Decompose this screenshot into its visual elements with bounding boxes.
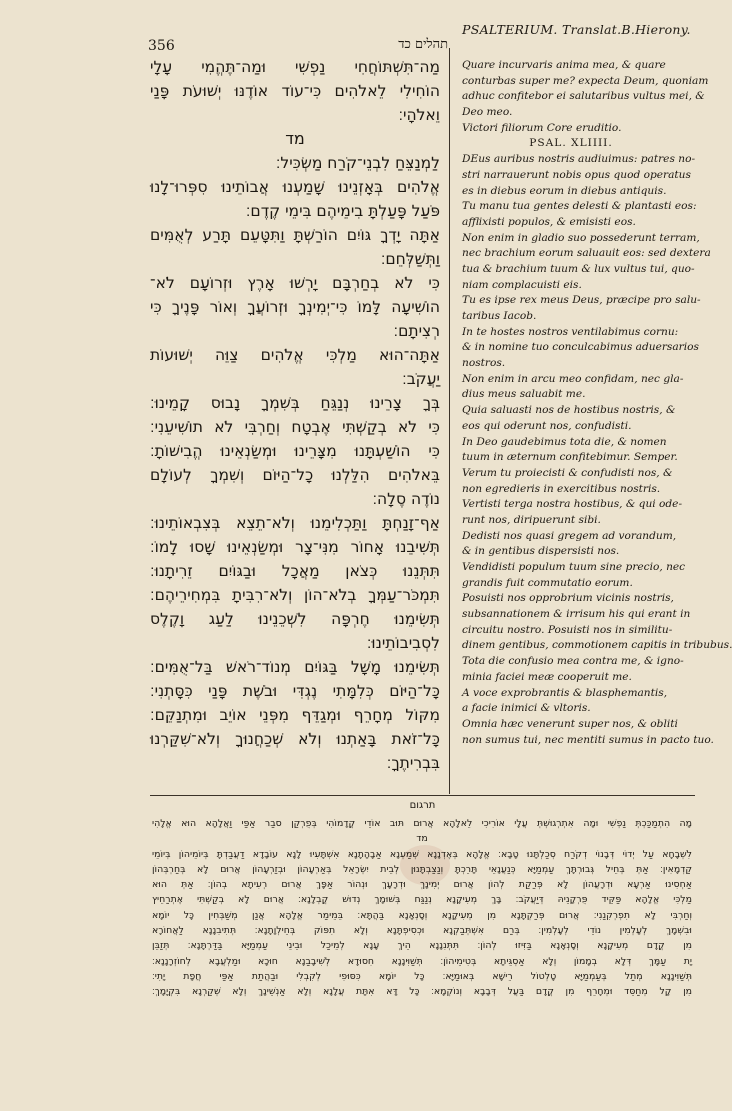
latin-line: non sumus tui, nec mentiti sumus in pacto tuo. [462, 733, 714, 746]
targum-block [152, 816, 692, 1000]
hebrew-line: מִקּוֹל מְחָרֵף וּמְגַדֵּף מִפְּנֵי אוֹיֵב וּמִתְנַקֵּם׃ [150, 706, 440, 724]
targum-line: וּבִשְׁמָךְ לְעָלְמִין נוֹדֵי לְעָלְמִין׃ בְּרַם אִשְׁתְּבַקְנָא וּכְסִיפְתָּנָא וְלָא תִפּוֹק בְּחֵילְוָתָנָא׃ תְּתִיבִנָנָא לַאֲחוֹרָא [152, 925, 692, 937]
targum-line: תְּשַׁוִּינָנָא מְתַל בְּעַמְמַיָּא טָלְטוֹל רֵישָׁא בְּאוּמַיָּא׃ כָּל יוֹמָא כִּסּוּפִי לְקִבְלִי וּבַהֲתַת אַפַּי חֲפָת יָתִי׃ [152, 970, 692, 982]
targum-line: מִן קֳדָם מְעִיקָנָא וְסָנְאָנָא בַּזִּיזוּ לְהוֹן׃ תִּתְּנִנָנָא הֵיךְ עָנָא לְמֵיכַל וּבֵינֵי עַמְמַיָּא בַּדַּרְתָּנָא׃ תְּזַבֵּן [152, 940, 692, 952]
latin-line: Quare incurvaris anima mea, & quare [462, 59, 666, 71]
latin-line: conturbas super me? expecta Deum, quoniam [462, 74, 709, 87]
latin-line: grandis fuit commutatio eorum. [462, 576, 633, 589]
latin-line: & in nomine tuo conculcabimus aduersarios [462, 341, 699, 354]
latin-line: adhuc confitebor ei salutaribus vultus mei, & [462, 90, 705, 103]
latin-line: Non enim in arcu meo confidam, nec gla- [462, 372, 684, 385]
latin-line: In te hostes nostros ventilabimus cornu: [462, 325, 679, 338]
hebrew-line: בְּךָ צָרֵינוּ נְנַגֵּחַ בְּשִׁמְךָ נָבוּס קָמֵינוּ׃ [150, 394, 440, 412]
latin-line: nostros. [462, 357, 506, 370]
latin-line: dinem gentibus, commotionem capitis in tribubus. [462, 639, 732, 652]
targum-divider [150, 795, 695, 796]
targum-line: מָה הִתְמַכַּכְתְּ נַפְשִׁי וּמָה אִתְרְגוּשְׁתְּ עֲלָי אוֹרִיכִי לֵאלָהָא אֲרוּם תּוּב אוֹדֵי קֳדָמוֹהִי בְּפֻרְקַן סבַר אַפַּי וַאֲלָהָא הוּא אֱלָהִי [152, 818, 692, 829]
hebrew-line: וַתְּשַׁלְּחֵם׃ [380, 250, 440, 268]
latin-line: tua & brachium tuum & lux vultus tui, quo- [462, 262, 695, 275]
hebrew-line: רְצִיתָם׃ [393, 322, 440, 340]
latin-line: runt nos, diripuerunt sibi. [462, 513, 601, 526]
latin-line: taribus Iacob. [462, 310, 537, 322]
latin-line: DEus auribus nostris audiuimus: patres no- [462, 153, 696, 166]
latin-line: afflixisti populos, & emisisti eos. [462, 215, 636, 228]
targum-line: מִן קָל מְחַסֵּד וּמְחָרֵף מִן קֳדָם בַּעֲל דְּבָבָא וְנוֹקְמָא׃ כָּל דָּא אִתָּת עֲלָנָא וְלָא אַנְשֵׁינָךְ וְלָא שְׁקַרְנָא בִּקְיָמָךְ׃ [152, 986, 692, 998]
latin-line: Tota die confusio mea contra me, & igno- [462, 655, 684, 668]
latin-line: circuitu nostro. Posuisti nos in similitu- [462, 623, 673, 636]
latin-line: Dedisti nos quasi gregem ad vorandum, [462, 529, 677, 542]
hebrew-line: כָּל־הַיּוֹם כְּלִמָּתִי נֶגְדִּי וּבֹשֶׁת פָּנַי כִּסָּתְנִי׃ [150, 682, 440, 700]
hebrew-line: בִּבְרִיתֶךָ׃ [386, 754, 440, 772]
hebrew-line: וֵאלֹהָי׃ [398, 106, 440, 124]
targum-line: קַדְמָאִין׃ אַתְּ בְּחֵיל גְּבוּרְתָּךְ עַמְמַיָּא כְּנַעֲנָאֵי תָּרֵכְתָּ וְנַצַבְתָּנוּן לְבֵית יִשְׂרָאֵל בְּאַרְעָהוֹן וּבְזַרְעָהוֹן אֲרוּם לָא בְּחַרְבְּהוֹן [152, 863, 692, 875]
targum-line: מַלְכִּי אֱלָהָא פַּקֵּיד פֻּרְקָנֵיהּ דְּיַעֲקֹב׃ בָּךְ מְעִיקָנָא נְנַגַּח בְּשׁוּמָךְ נְדוּשׁ קֳבְלָנָא׃ אֲרוּם לָא בְקַשְׁתִּי אֶתְרַחֵיץ [152, 894, 692, 906]
latin-line: minia faciei meæ cooperuit me. [462, 670, 632, 683]
targum-line: אַחְסִינוּ אַרְעָא וּדְרָעֲהוֹן לָא פְּרַקַת לְהוֹן אֲרוּם יְמִינָךְ וּדְרָעָךְ וּנְהוֹר אַפָּךְ אֲרוּם רְעִיתָא בְהוֹן׃ אַתְּ הוּא [152, 879, 692, 891]
hebrew-line: נוֹדֶה סֶלָה׃ [372, 490, 440, 508]
hebrew-line: אֱלֹהִים בְּאָזְנֵינוּ שָׁמַעְנוּ אֲבוֹתֵינוּ סִפְּרוּ־לָנוּ [150, 178, 440, 196]
latin-line: nec brachium eorum saluauit eos: sed dextera [462, 247, 711, 260]
latin-line: Quia saluasti nos de hostibus nostris, & [462, 404, 676, 417]
latin-line: es in diebus eorum in diebus antiquis. [462, 184, 667, 197]
latin-line: niam complacuisti eis. [462, 278, 582, 291]
hebrew-line: אַף־זָנַחְתָּ וַתַּכְלִימֵנוּ וְלֹא־תֵצֵא בְּצִבְאוֹתֵינוּ׃ [150, 514, 440, 532]
latin-line: subsannationem & irrisum his qui erant in [462, 608, 691, 621]
latin-line: Vendidisti populum tuum sine precio, nec [462, 561, 686, 573]
latin-line: a facie inimici & vltoris. [462, 702, 591, 715]
latin-line: dius meus saluabit me. [462, 388, 586, 401]
hebrew-line: כָּל־זֹאת בָּאַתְנוּ וְלֹא שְׁכַחֲנוּךָ וְלֹא־שִׁקַּרְנוּ [150, 730, 440, 748]
targum-line: לִשְׁבָחָא עַל יְדוֹי דְּבָנוֹי דְקֹרַח סְכַלְתָּנוּ טָבָא׃ אֱלָהָא בְּאֶדְנָנָא שְׁמַעְנָא אַבָהָתָנָא אִשְׁתָּעִיוּ לָנָא עוֹבָדָא דַעֲבַדְתָּ בְּיוֹמֵיהוֹן בְּיוֹמֵי [152, 848, 692, 860]
latin-line: non egredieris in exercitibus nostris. [462, 482, 661, 495]
hebrew-line: הוֹחִילִי לֵאלֹהִים כִּי־עוֹד אוֹדֶנּוּ יְשׁוּעֹת פָּנַי [150, 82, 440, 100]
latin-line: stri narrauerunt nobis opus quod operatus [462, 168, 691, 181]
latin-line: Tu manu tua gentes delesti & plantasti eos: [462, 200, 697, 213]
latin-line: Tu es ipse rex meus Deus, præcipe pro salu- [462, 294, 701, 307]
latin-line: eos qui oderunt nos, confudisti. [462, 419, 632, 432]
latin-line: Victori filiorum Core eruditio. [462, 121, 622, 134]
hebrew-line: אַתָּה־הוּא מַלְכִּי אֱלֹהִים צַוֵּה יְשׁוּעוֹת [150, 346, 440, 364]
latin-line: Deo meo. [462, 106, 513, 119]
hebrew-line: כִּי לֹא בְקַשְׁתִּי אֶבְטָח וְחַרְבִּי לֹא תוֹשִׁיעֵנִי׃ [150, 418, 440, 436]
hebrew-line: פֹּעַל פָּעַלְתָּ בִימֵיהֶם בִּימֵי קֶדֶם׃ [245, 202, 440, 220]
targum-title: תרגום [409, 800, 436, 811]
column-divider [449, 48, 450, 794]
psalm-number: מד [285, 129, 305, 148]
latin-running-head: PSALTERIUM. Translat.B.Hierony. [462, 22, 691, 37]
latin-line: In Deo gaudebimus tota die, & nomen [462, 435, 667, 448]
latin-line: Verum tu proiecisti & confudisti nos, & [462, 466, 673, 479]
hebrew-line: אַתָּה יָדְךָ גּוֹיִם הוֹרַשְׁתָּ וַתִּטָּעֵם תָּרַע לְאֻמִּים [150, 226, 440, 244]
hebrew-line: תִּמְכֹּר־עַמְּךָ בְלֹא־הוֹן וְלֹא־רִבִּיתָ בִּמְחִירֵיהֶם׃ [150, 586, 440, 604]
hebrew-line: לִסְבִיבוֹתֵינוּ׃ [366, 634, 440, 652]
latin-line: tuum in æternum confitebimur. Semper. [462, 451, 678, 464]
hebrew-line: מַה־תִּשְׁתּוֹחֲחִי נַפְשִׁי וּמַה־תֶּהֱמִי עָלָי [150, 58, 440, 76]
latin-line: Omnia hæc venerunt super nos, & obliti [462, 717, 678, 730]
hebrew-line: תְּשִׁיבֵנוּ אָחוֹר מִנִּי־צָר וּמְשַׂנְאֵינוּ שָׁסוּ לָמוֹ׃ [150, 538, 440, 556]
hebrew-line: כִּי לֹא בְחַרְבָּם יָרְשׁוּ אָרֶץ וּזְרוֹעָם לֹא־ [150, 274, 440, 292]
hebrew-line: בֵּאלֹהִים הִלַּלְנוּ כָל־הַיּוֹם וְשִׁמְךָ לְעוֹלָם [150, 466, 440, 484]
latin-column [462, 58, 732, 748]
latin-line: Non enim in gladio suo possederunt terram, [462, 231, 700, 244]
targum-psalm-number: מד [416, 833, 428, 845]
latin-line: A voce exprobrantis & blasphemantis, [462, 686, 668, 699]
targum-line: יָת עַמָּךְ דְּלָא בְמָמוֹן וְלָא אַסְגֵּיתָא בְּטִימֵיהוֹן׃ תְּשַׁוִּינָנָא חִסוּדָא לְשִׁיבָבַנָא חוּכָא וּמַלְעֲבָא לְחוֹזְרָנָנָא׃ [152, 955, 692, 967]
folio-number: 356 [148, 38, 175, 54]
hebrew-line: תְּשִׂימֵנוּ חֶרְפָּה לִשְׁכֵנֵינוּ לַעַג וָקֶלֶס [150, 610, 440, 628]
latin-line: Vertisti terga nostra hostibus, & qui ode- [462, 498, 683, 511]
hebrew-line: לַמְנַצֵּחַ לִבְנֵי־קֹרַח מַשְׂכִּיל׃ [275, 154, 440, 172]
hebrew-line: תִּתְּנֵנוּ כְּצֹאן מַאֲכָל וּבַגּוֹיִם זֵרִיתָנוּ׃ [150, 562, 440, 580]
hebrew-line: יַעֲקֹב׃ [402, 370, 440, 388]
hebrew-line: הוֹשִׁיעָה לָּמוֹ כִּי־יְמִינְךָ וּזְרוֹעֲךָ וְאוֹר פָּנֶיךָ כִּי [150, 298, 440, 316]
latin-line: Posuisti nos opprobrium vicinis nostris, [462, 592, 674, 605]
latin-line: & in gentibus dispersisti nos. [462, 545, 620, 558]
hebrew-line: כִּי הוֹשַׁעְתָּנוּ מִצָּרֵינוּ וּמְשַׂנְאֵינוּ הֱבִישׁוֹתָ׃ [150, 442, 440, 460]
psalm-title: PSAL. XLIIII. [529, 137, 613, 150]
targum-line: וְחַרְבִּי לָא תִפְרְקִנַנִי׃ אֲרוּם פְּרַקְתָּנָא מִן מְעִיקָנָא וְסָנְאָנָא בַּהֲתָּא׃ בֵּמֵימַר אֱלָהָא אֲנַן מְשַׁבְּחִין כָּל יוֹמָא [152, 909, 692, 921]
hebrew-running-head: תהלים כד [398, 37, 448, 52]
hebrew-column [150, 55, 440, 775]
hebrew-line: תְּשִׂימֵנוּ מָשָׁל בַּגּוֹיִם מְנוֹד־רֹאשׁ בַּל־אֻמִּים׃ [150, 658, 440, 676]
